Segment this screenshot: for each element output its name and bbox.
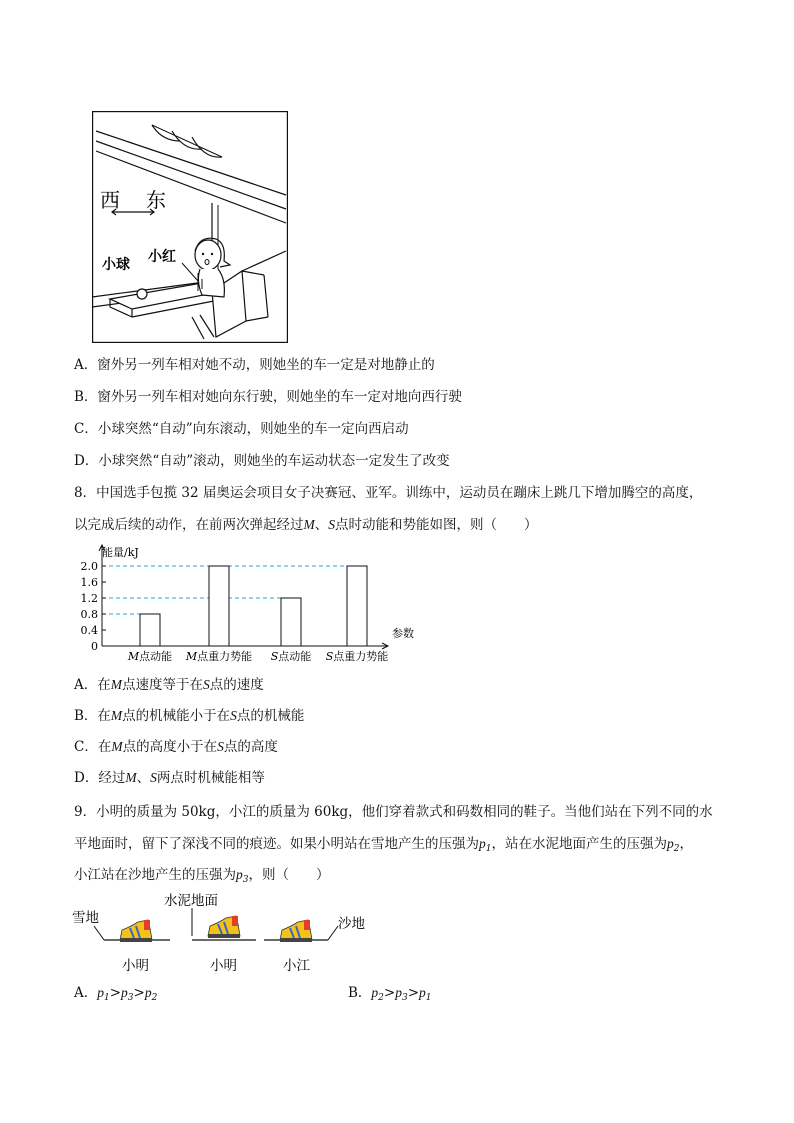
- q8-b-m: M: [110, 708, 123, 723]
- q9-b-p1: p: [419, 985, 426, 1000]
- q9-a-p1: p: [97, 985, 104, 1000]
- q8-d-sep: 、: [136, 770, 151, 786]
- q8-d-post: 两点时机械能相等: [156, 770, 265, 786]
- q9-a-s2: 2: [151, 993, 158, 1003]
- q9-option-b: [348, 984, 432, 1007]
- q7-option-a: A．窗外另一列车相对她不动，则她坐的车一定是对地静止的: [74, 357, 435, 373]
- q8-b-s: S: [230, 708, 237, 723]
- q8-stem-pre: 以完成后续的动作，在前两次弹起经过: [74, 517, 304, 533]
- direction-west-label: 西: [100, 188, 120, 212]
- snow-label: 雪地: [72, 910, 99, 926]
- q8-b-mid: 点的机械能小于在: [122, 708, 231, 724]
- chart-y-tick-label: 0.4: [80, 624, 98, 637]
- q9-b-p2: p: [371, 985, 379, 1000]
- chart-x-axis-label: 参数: [392, 627, 414, 640]
- train-figure: [92, 111, 288, 343]
- q9-b-gt2: >: [407, 985, 420, 1001]
- chart-y-tick-label: 1.2: [80, 592, 98, 605]
- chart-bar: [209, 566, 229, 646]
- q8-a-mid: 点速度等于在: [122, 677, 203, 693]
- person-label-2: 小明: [210, 958, 237, 974]
- chart-x-ticks: [127, 649, 388, 663]
- q7-option-d: D．小球突然“自动”滚动，则她坐的车运动状态一定发生了改变: [74, 453, 450, 469]
- q9-l2-sub2: 2: [673, 844, 680, 854]
- shoe-icon-xiaojiang-sand: [280, 920, 312, 942]
- chart-x-tick-label: S点重力势能: [325, 650, 389, 663]
- q7-option-b: B．窗外另一列车相对她向东行驶，则她坐的车一定对地向西行驶: [74, 389, 462, 405]
- q9-a-prefix: A．: [74, 985, 98, 1001]
- person-label-3: 小江: [283, 958, 310, 974]
- chart-x-tick-label: M点重力势能: [185, 650, 253, 663]
- chart-bar: [347, 566, 367, 646]
- q9-b-p3: p: [395, 985, 402, 1000]
- direction-east-label: 东: [146, 188, 166, 212]
- q9-l3-sub3: 3: [242, 875, 249, 885]
- q8-c-pre: C．在: [74, 739, 112, 755]
- ball-label: 小球: [102, 257, 130, 273]
- shoe-icon-xiaoming-cement: [208, 916, 240, 938]
- chart-y-tick-label: 2.0: [80, 560, 98, 573]
- chart-y-tick-label: 1.6: [80, 576, 98, 589]
- person-label-1: 小明: [122, 958, 149, 974]
- shoe-icon-xiaoming-snow: [120, 920, 152, 942]
- q8-stem-post: 点时动能和势能如图，则（ ）: [335, 517, 538, 533]
- q8-option-c: [74, 738, 278, 756]
- q8-stem-s: S: [328, 517, 335, 532]
- cement-label: 水泥地面: [164, 893, 218, 909]
- q8-stem-line2: [74, 516, 538, 534]
- q9-l2-sub1: 1: [485, 844, 492, 854]
- q8-d-s: S: [150, 770, 157, 785]
- q8-a-post: 点的速度: [209, 677, 264, 693]
- q9-a-gt2: >: [133, 985, 145, 1001]
- q8-d-pre: D．经过: [74, 770, 126, 786]
- chart-y-tick-label: 0.8: [80, 608, 98, 621]
- q8-c-mid: 点的高度小于在: [122, 739, 218, 755]
- q9-a-p2: p: [144, 985, 152, 1000]
- q9-b-s1: 1: [425, 993, 432, 1003]
- shoes-figure: [70, 888, 390, 976]
- q8-d-m: M: [125, 770, 137, 785]
- q9-b-gt1: >: [383, 985, 396, 1001]
- q8-option-b: [74, 707, 304, 725]
- chart-x-tick-label: S点动能: [270, 650, 312, 663]
- energy-bar-chart: [70, 540, 430, 668]
- q9-a-s3: 3: [127, 993, 134, 1003]
- q9-stem-line3: [74, 866, 329, 889]
- q8-b-pre: B．在: [74, 708, 111, 724]
- q9-option-a: [74, 984, 157, 1007]
- q9-l2-mid: ，站在水泥地面产生的压强为: [491, 836, 667, 852]
- q8-stem-m: M: [303, 517, 315, 532]
- q8-b-post: 点的机械能: [236, 708, 305, 724]
- xiaohong-label: 小红: [148, 249, 176, 265]
- chart-bar: [140, 614, 160, 646]
- q8-a-m: M: [110, 677, 122, 692]
- q9-b-s3: 3: [401, 993, 408, 1003]
- ball-icon: [137, 289, 147, 299]
- q8-c-m: M: [111, 739, 123, 754]
- q9-l3-pre: 小江站在沙地产生的压强为: [74, 867, 236, 883]
- chart-y-tick-label: 0: [91, 640, 98, 653]
- chart-bars: [140, 566, 367, 646]
- q8-option-d: [74, 769, 265, 787]
- q9-l3-post: ，则（ ）: [248, 867, 330, 883]
- q8-stem-line1: 8．中国选手包揽 32 届奥运会项目女子决赛冠、亚军。训练中，运动员在蹦床上跳几下增加腾空的高度，: [74, 485, 703, 501]
- q8-a-s: S: [203, 677, 210, 692]
- q8-c-s: S: [217, 739, 224, 754]
- q9-a-s1: 1: [104, 993, 110, 1003]
- q9-b-s2: 2: [378, 993, 384, 1003]
- q9-l2-p1: p: [479, 836, 486, 851]
- q7-option-c: C．小球突然“自动”向东滚动，则她坐的车一定向西启动: [74, 421, 409, 437]
- chart-bar: [281, 598, 301, 646]
- q9-stem-line1: 9．小明的质量为 50kg，小江的质量为 60kg，他们穿着款式和码数相同的鞋子。当他们站在下列不同的水: [74, 804, 713, 820]
- q9-l2-p2: p: [666, 836, 674, 851]
- q8-a-pre: A．在: [74, 677, 111, 693]
- q9-a-p3: p: [121, 985, 128, 1000]
- q9-l2-pre: 平地面时，留下了深浅不同的痕迹。如果小明站在雪地产生的压强为: [74, 836, 479, 852]
- q9-b-prefix: B．: [348, 985, 372, 1001]
- sand-label: 沙地: [338, 916, 365, 932]
- chart-x-tick-label: M点动能: [127, 650, 173, 663]
- q8-c-post: 点的高度: [223, 739, 278, 755]
- q8-stem-sep: 、: [314, 517, 329, 533]
- chart-y-axis-label: 能量/kJ: [102, 546, 139, 559]
- q8-option-a: [74, 676, 264, 694]
- q9-stem-line2: 平地面时，留下了深浅不同的痕迹。如果小明站在雪地产生的压强为$p_1$，站在水泥地面产生的压强为$p_2$，: [74, 836, 693, 854]
- q9-a-gt1: >: [109, 985, 122, 1001]
- q9-l3-p3: p: [236, 867, 243, 882]
